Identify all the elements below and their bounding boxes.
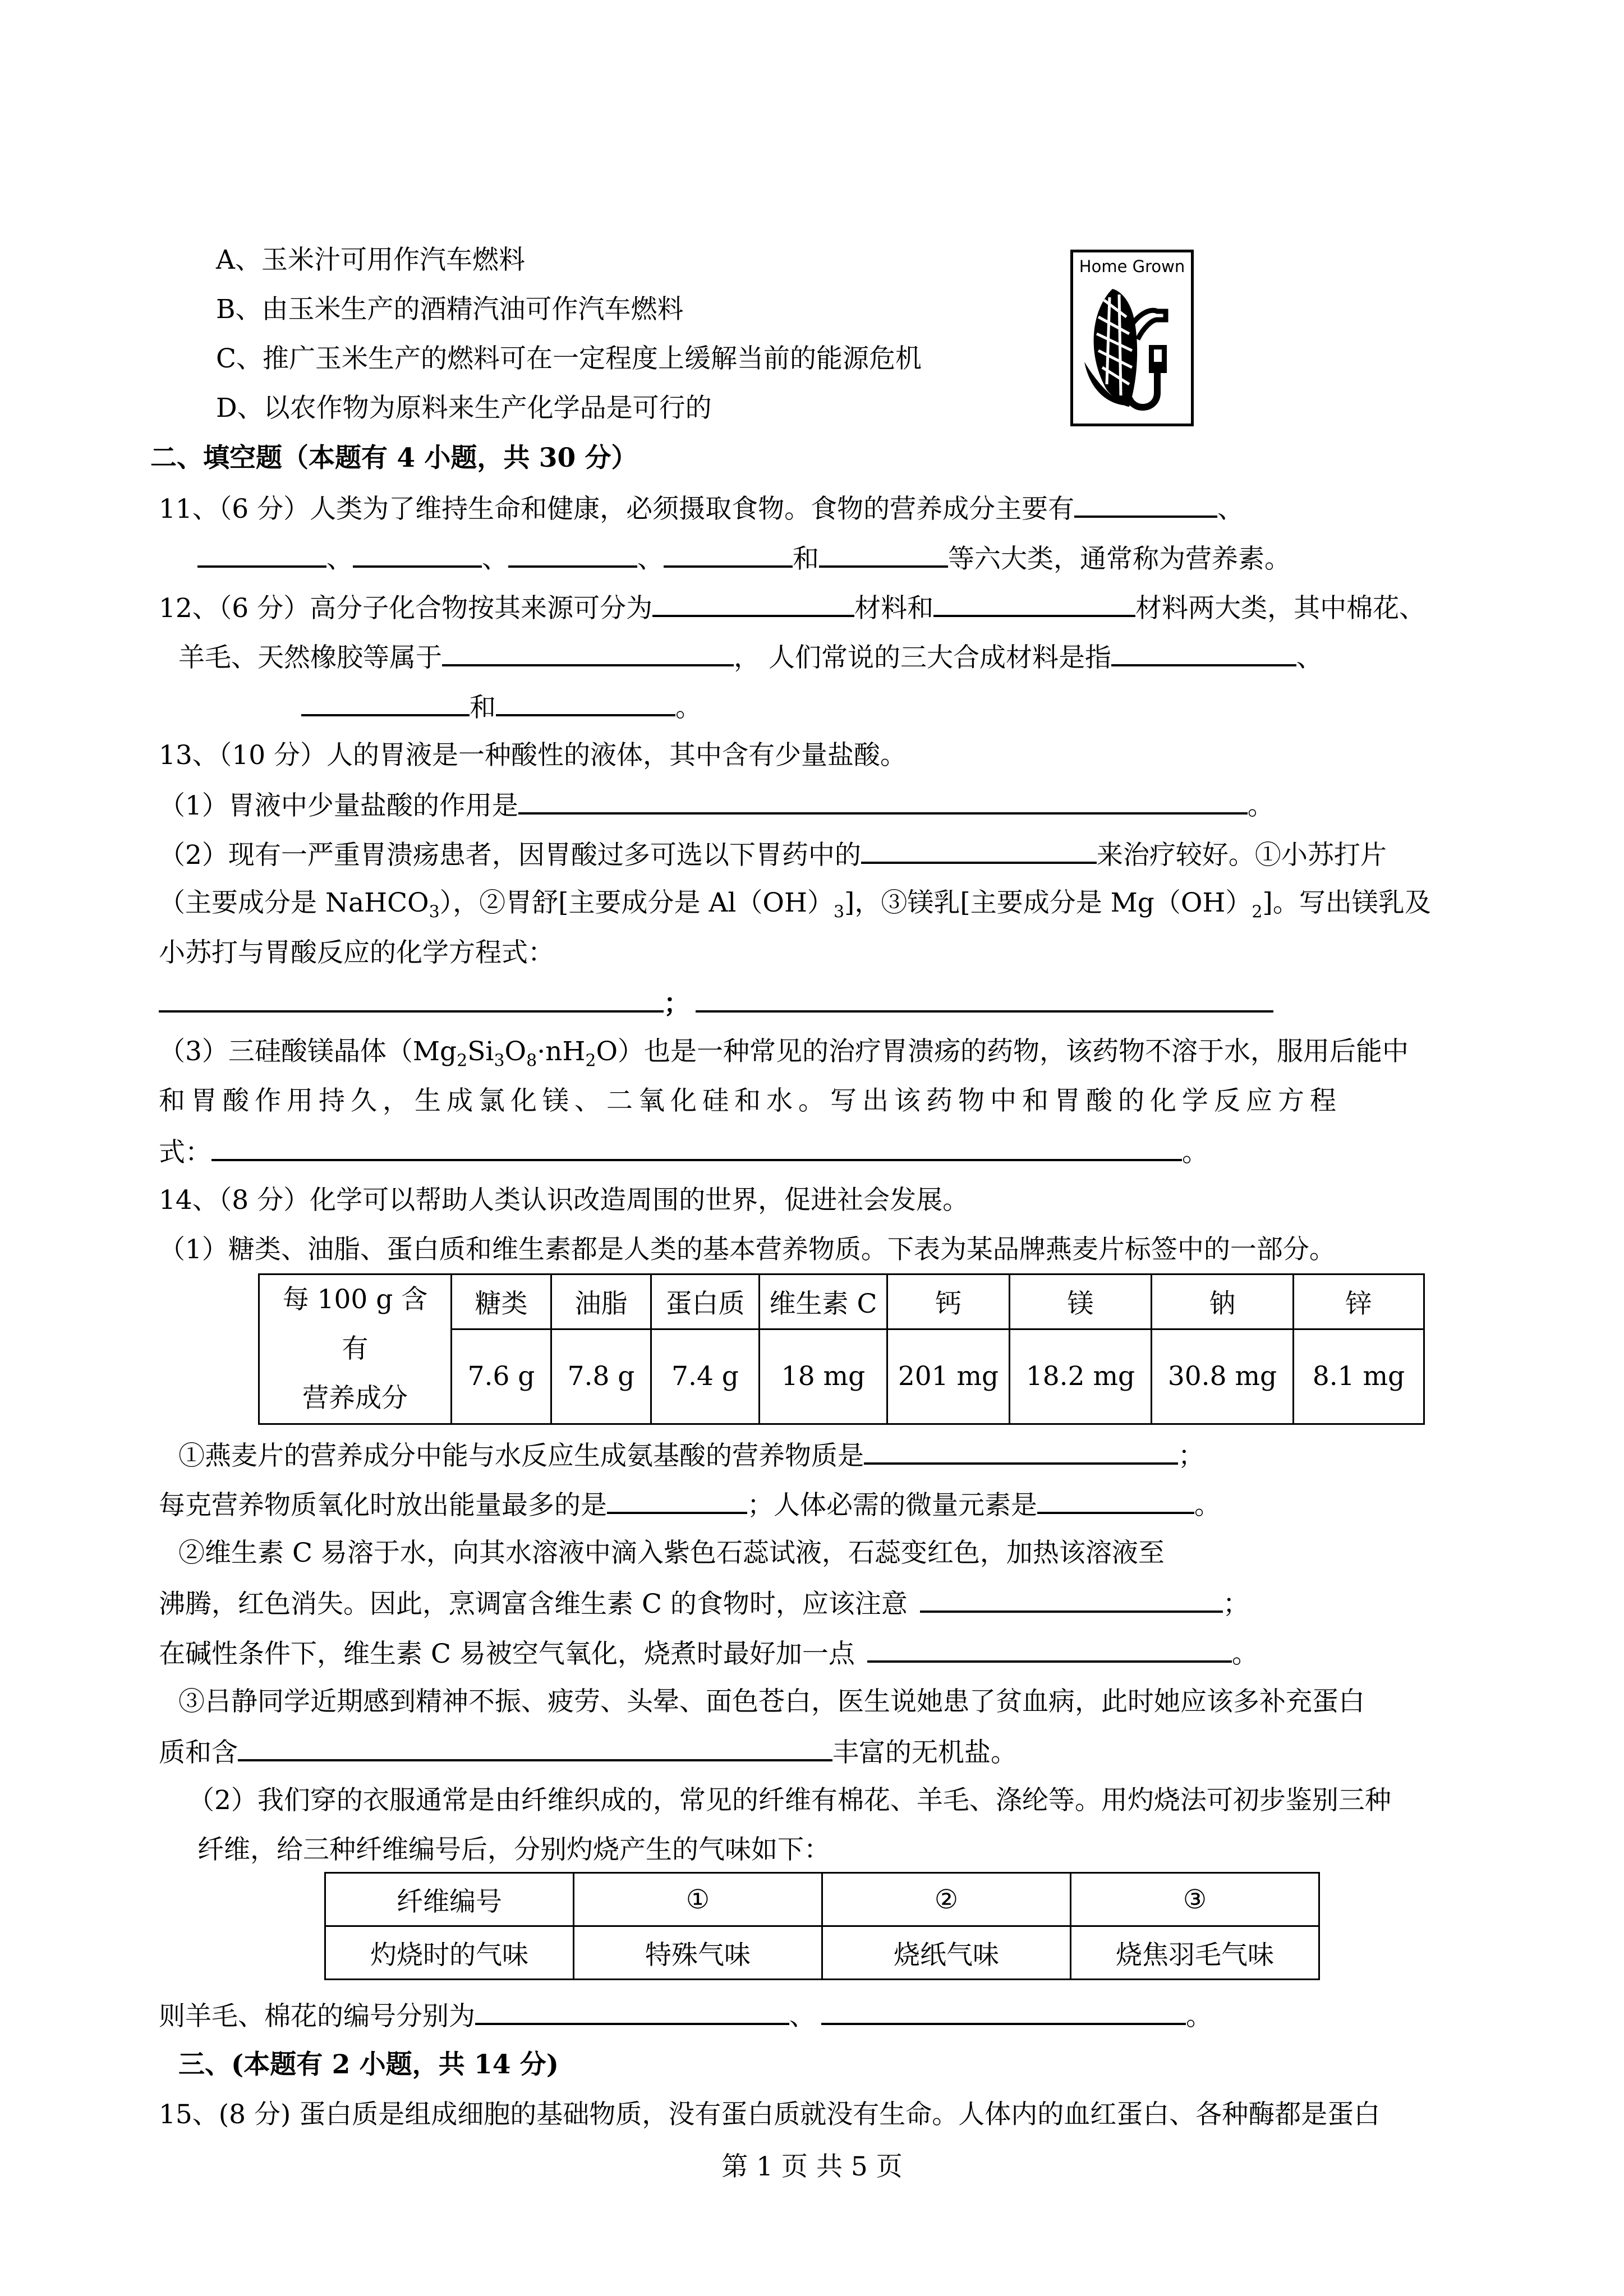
q12-blank-2[interactable]	[933, 590, 1135, 617]
option-b: B、由玉米生产的酒精汽油可作汽车燃料	[216, 294, 684, 325]
value-vitamin-c: 18 mg	[760, 1329, 887, 1424]
header-vitamin-c: 维生素 C	[760, 1274, 887, 1329]
q14-part1: （1）糖类、油脂、蛋白质和维生素都是人类的基本营养物质。下表为某品牌燕麦片标签中的一部分。	[159, 1234, 1336, 1265]
q12-blank-6[interactable]	[496, 689, 675, 716]
q14-s1-line2: 每克营养物质氧化时放出能量最多的是 ；人体必需的微量元素是 。	[159, 1487, 1221, 1522]
q14-blank-6[interactable]	[238, 1734, 832, 1761]
q13-part1: （1）胃液中少量盐酸的作用是 。	[159, 788, 1274, 823]
q13-blank-1[interactable]	[518, 788, 1248, 815]
fiber-number-label: 纤维编号	[325, 1873, 574, 1926]
q12-blank-1[interactable]	[652, 590, 854, 617]
q13-blank-3[interactable]	[159, 986, 664, 1013]
q14-s3-line1: ③吕静同学近期感到精神不振、疲劳、头晕、面色苍白，医生说她患了贫血病，此时她应该多补充蛋白	[178, 1686, 1365, 1717]
q14-s2-line2: 沸腾，红色消失。因此，烹调富含维生素 C 的食物时，应该注意 ；	[159, 1586, 1249, 1621]
value-sugar: 7.6 g	[452, 1329, 551, 1424]
q13-part2-line3: 小苏打与胃酸反应的化学方程式：	[159, 937, 554, 968]
value-zinc: 8.1 mg	[1294, 1329, 1424, 1424]
q14-blank-1[interactable]	[864, 1438, 1178, 1465]
q13-intro: 13、（10 分）人的胃液是一种酸性的液体，其中含有少量盐酸。	[159, 740, 907, 771]
header-protein: 蛋白质	[651, 1274, 760, 1329]
value-sodium: 30.8 mg	[1152, 1329, 1294, 1424]
q12-line1: 12、（6 分）高分子化合物按其来源可分为 材料和 材料两大类，其中棉花、	[159, 590, 1425, 625]
q14-blank-2[interactable]	[607, 1487, 747, 1514]
section3-title: 三、(本题有 2 小题，共 14 分)	[178, 2049, 559, 2080]
fiber-number-1: ①	[574, 1873, 822, 1926]
smell-2: 烧纸气味	[822, 1926, 1071, 1980]
value-calcium: 201 mg	[887, 1329, 1010, 1424]
value-magnesium: 18.2 mg	[1010, 1329, 1152, 1424]
q13-blank-2[interactable]	[861, 837, 1097, 864]
q11-line1: 11、（6 分）人类为了维持生命和健康，必须摄取食物。食物的营养成分主要有 、	[159, 491, 1244, 526]
q14-blank-3[interactable]	[1037, 1487, 1194, 1514]
q12-blank-5[interactable]	[301, 689, 470, 716]
q12-line2: 羊毛、天然橡胶等属于 ， 人们常说的三大合成材料是指 、	[178, 639, 1323, 675]
fiber-table	[324, 1872, 1320, 1980]
option-a: A、玉米汁可用作汽车燃料	[216, 245, 525, 275]
section2-title: 二、填空题（本题有 4 小题，共 30 分）	[150, 443, 638, 473]
option-c: C、推广玉米生产的燃料可在一定程度上缓解当前的能源危机	[216, 343, 922, 374]
header-calcium: 钙	[887, 1274, 1010, 1329]
q14-blank-7[interactable]	[475, 1998, 789, 2025]
q11-line2: 、 、 、 和 等六大类，通常称为营养素。	[197, 541, 1291, 576]
q14-part2-answer: 则羊毛、棉花的编号分别为 、 。	[159, 1998, 1212, 2033]
q13-blank-5[interactable]	[211, 1134, 1182, 1161]
smell-1: 特殊气味	[574, 1926, 822, 1980]
q14-blank-5[interactable]	[867, 1636, 1232, 1663]
q14-part2-line2: 纤维，给三种纤维编号后，分别灼烧产生的气味如下：	[197, 1834, 830, 1865]
smell-3: 烧焦羽毛气味	[1071, 1926, 1319, 1980]
q14-s1-line1: ①燕麦片的营养成分中能与水反应生成氨基酸的营养物质是 ；	[178, 1438, 1204, 1473]
value-fat: 7.8 g	[551, 1329, 651, 1424]
q13-part2-line1: （2）现有一严重胃溃疡患者，因胃酸过多可选以下胃药中的 来治疗较好。①小苏打片	[159, 837, 1387, 872]
q14-s2-line1: ②维生素 C 易溶于水，向其水溶液中滴入紫色石蕊试液，石蕊变红色，加热该溶液至	[178, 1538, 1165, 1568]
q11-blank-4[interactable]	[508, 541, 637, 568]
fiber-number-2: ②	[822, 1873, 1071, 1926]
corn-fuel-nozzle-icon	[1073, 278, 1191, 424]
header-magnesium: 镁	[1010, 1274, 1152, 1329]
q13-part3-line1: （3）三硅酸镁晶体$(Mg_2Si_3O_8\cdot nH_2O)$也是一种常见的治疗胃溃疡的药物，该药物不溶于水，服用后能中	[159, 1036, 1409, 1071]
q11-blank-1[interactable]	[1074, 491, 1217, 518]
q14-s2-line3: 在碱性条件下，维生素 C 易被空气氧化，烧煮时最好加一点 。	[159, 1636, 1258, 1671]
header-sodium: 钠	[1152, 1274, 1294, 1329]
fiber-number-3: ③	[1071, 1873, 1319, 1926]
home-grown-figure	[1070, 250, 1194, 426]
q13-part3-line2: 和胃酸作用持久，生成氯化镁、二氧化硅和水。写出该药物中和胃酸的化学反应方程	[159, 1085, 1342, 1116]
nutrition-table	[258, 1273, 1425, 1425]
q12-line3: 和 。	[310, 689, 702, 725]
header-zinc: 锌	[1294, 1274, 1424, 1329]
q12-blank-3[interactable]	[442, 639, 734, 666]
q11-blank-2[interactable]	[197, 541, 326, 568]
q14-part2-line1: （2）我们穿的衣服通常是由纤维织成的，常见的纤维有棉花、羊毛、涤纶等。用灼烧法可初步鉴别三种	[188, 1785, 1391, 1816]
q14-blank-4[interactable]	[920, 1586, 1223, 1613]
q13-equations: ；	[159, 986, 1273, 1021]
q11-blank-6[interactable]	[819, 541, 948, 568]
header-fat: 油脂	[551, 1274, 651, 1329]
q11-text: 11、（6 分）人类为了维持生命和健康，必须摄取食物。食物的营养成分主要有	[159, 494, 1075, 524]
q14-s3-line2: 质和含 丰富的无机盐。	[159, 1734, 1017, 1770]
figure-label: Home Grown	[1079, 257, 1185, 276]
q13-part3-line3: 式： 。	[159, 1134, 1208, 1170]
value-protein: 7.4 g	[651, 1329, 760, 1424]
q11-blank-5[interactable]	[664, 541, 793, 568]
q15-line1: 15、(8 分) 蛋白质是组成细胞的基础物质，没有蛋白质就没有生命。人体内的血红蛋白、各种酶都是蛋白	[159, 2099, 1381, 2130]
option-d: D、以农作物为原料来生产化学品是可行的	[216, 393, 712, 424]
q11-blank-3[interactable]	[353, 541, 482, 568]
q12-blank-4[interactable]	[1111, 639, 1296, 666]
q14-intro: 14、（8 分）化学可以帮助人类认识改造周围的世界，促进社会发展。	[159, 1185, 969, 1216]
header-sugar: 糖类	[452, 1274, 551, 1329]
q13-blank-4[interactable]	[696, 986, 1273, 1013]
smell-label: 灼烧时的气味	[325, 1926, 574, 1980]
page-footer: 第 1 页 共 5 页	[721, 2151, 903, 2182]
row-header: 每 100 g 含 有 营养成分	[259, 1274, 452, 1424]
q14-blank-8[interactable]	[821, 1998, 1186, 2025]
q13-part2-line2: （主要成分是 NaHCO$_3$），②胃舒[主要成分是 $Al(OH)_3$]，③镁乳[主要成分是 $Mg(OH)_2$]。写出镁乳及	[159, 887, 1431, 922]
